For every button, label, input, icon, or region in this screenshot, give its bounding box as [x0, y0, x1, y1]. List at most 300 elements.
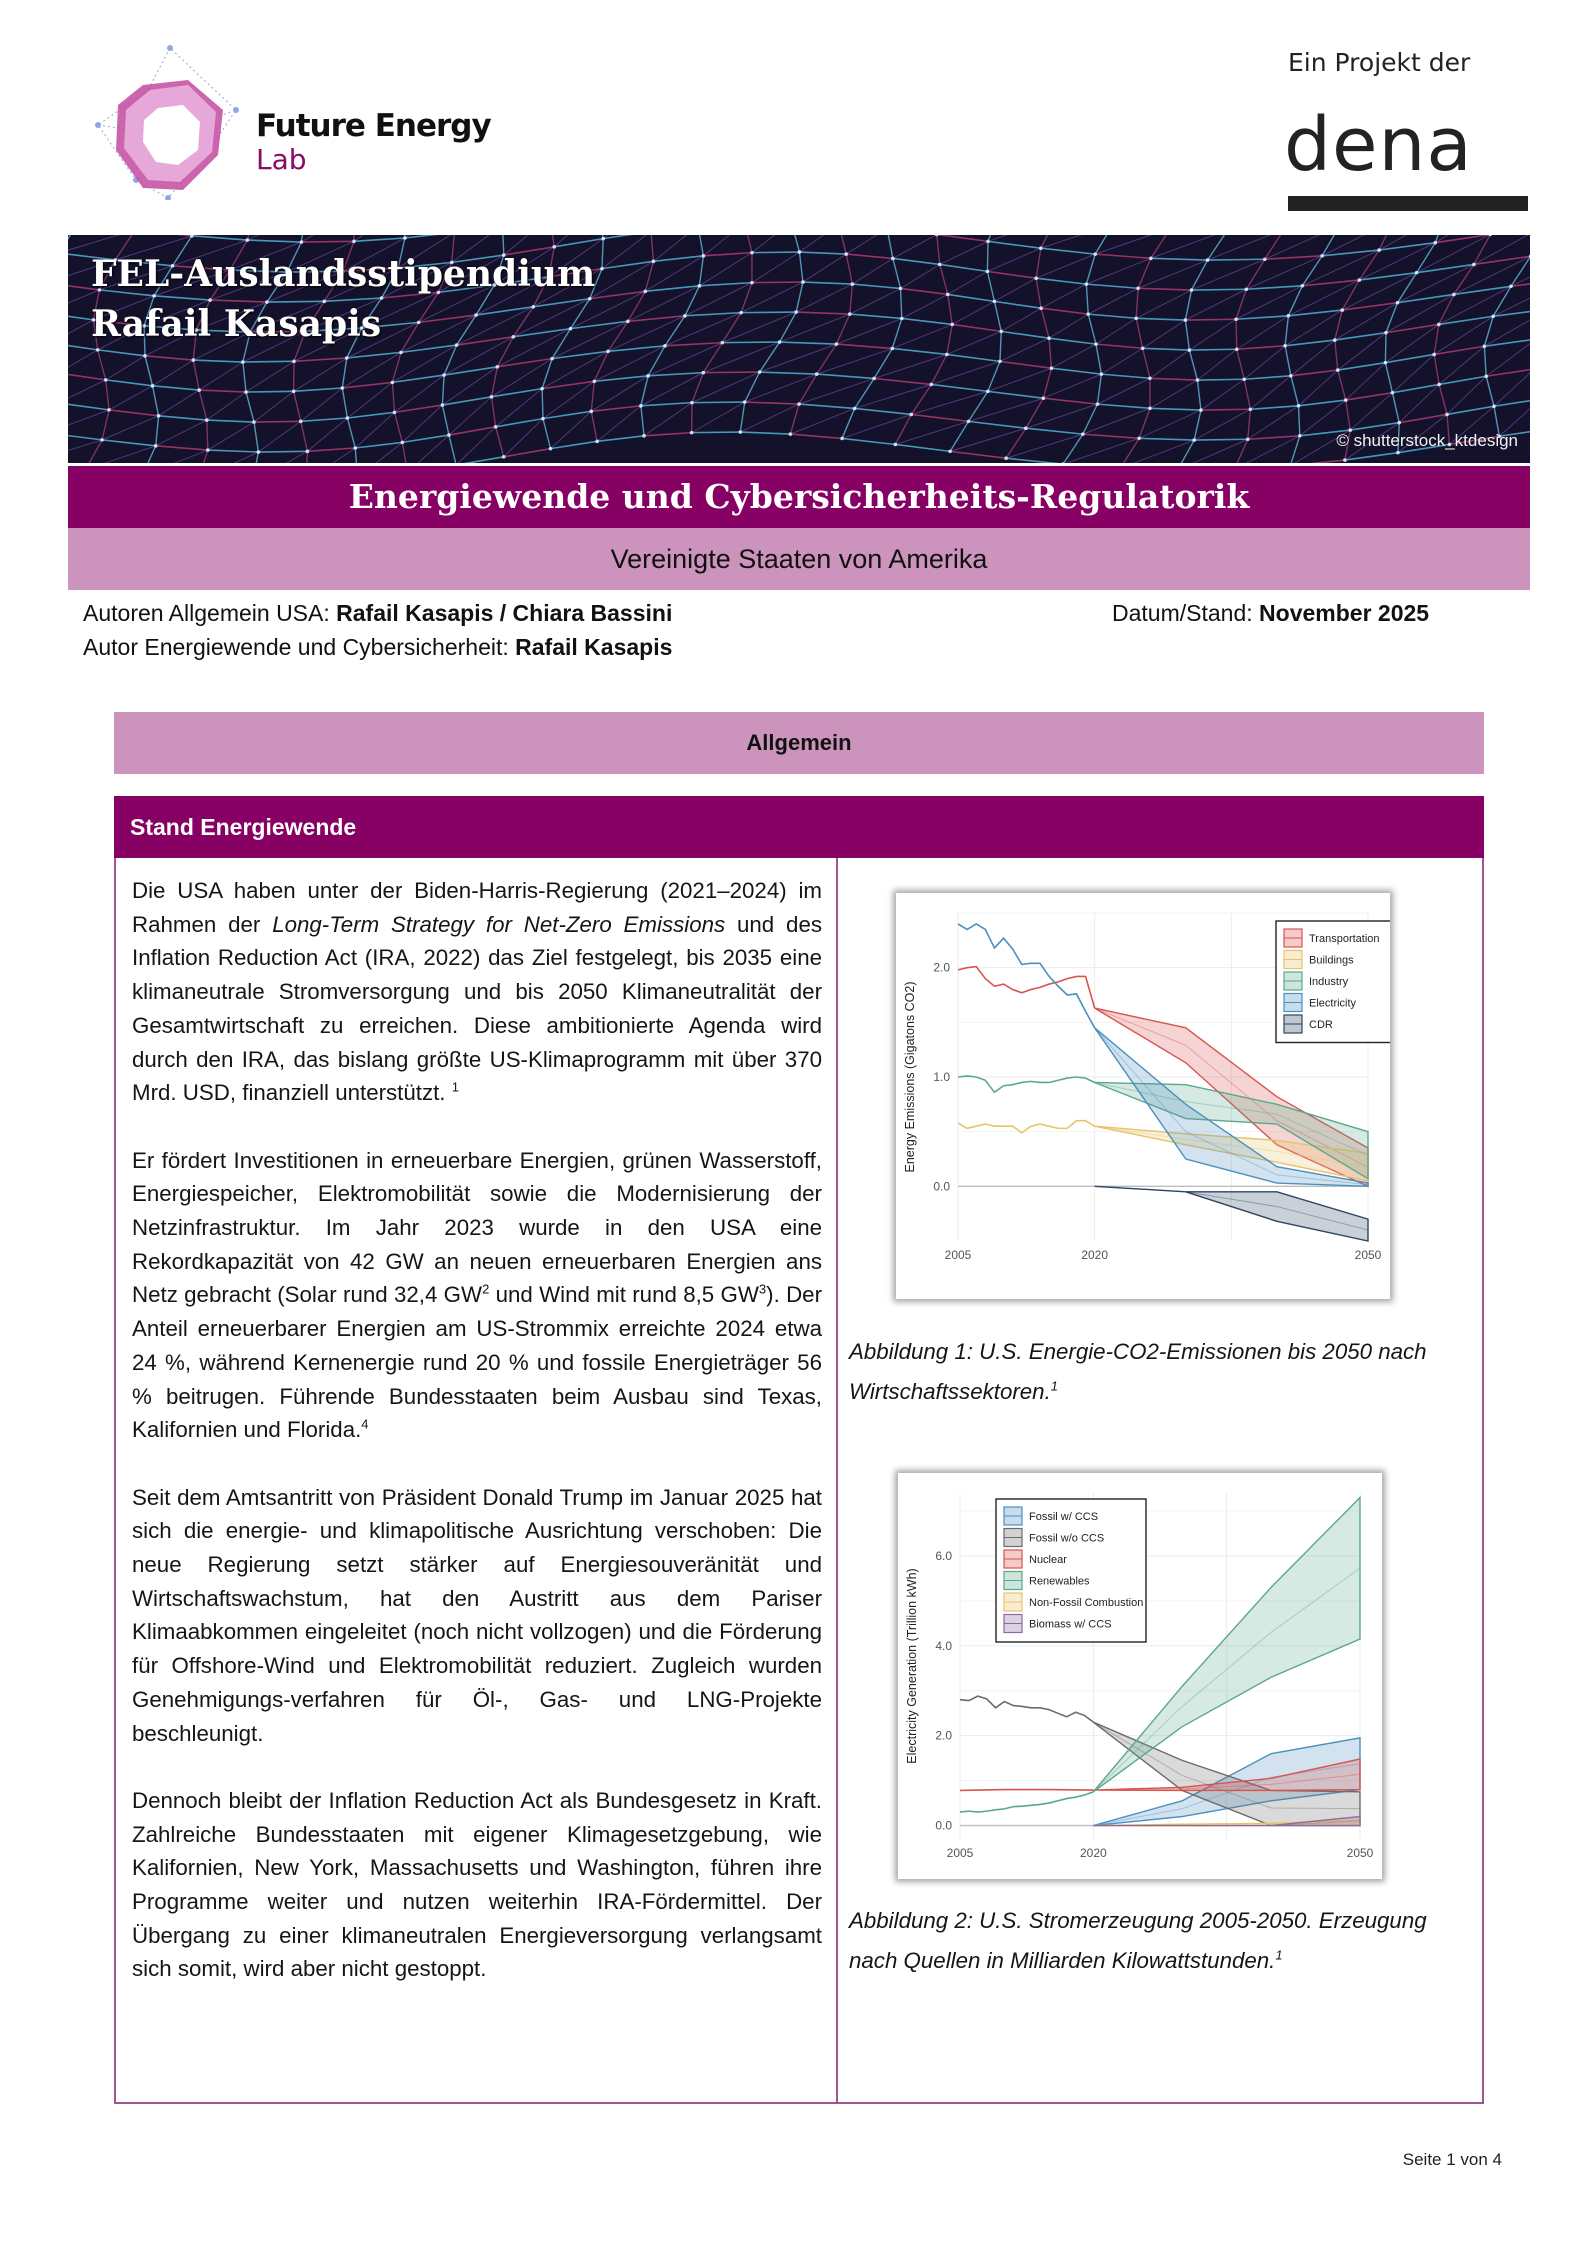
- mesh-node: [890, 347, 894, 351]
- mesh-node: [197, 388, 201, 392]
- mesh-node: [252, 420, 256, 424]
- mesh-line: [394, 412, 402, 442]
- mesh-node: [778, 340, 782, 344]
- mesh-node: [246, 238, 250, 242]
- footnote-ref[interactable]: 2: [482, 1282, 490, 1297]
- mesh-node: [600, 267, 604, 271]
- mesh-line: [402, 442, 407, 463]
- mesh-line: [1346, 400, 1350, 430]
- mesh-line: [947, 331, 1001, 354]
- mesh-node: [1415, 271, 1419, 275]
- mesh-line: [644, 403, 692, 436]
- y-axis-label: Energy Emissions (Gigatons CO2): [903, 981, 917, 1173]
- mesh-line: [1248, 406, 1299, 439]
- mesh-line: [1095, 254, 1151, 258]
- mesh-node: [894, 443, 898, 447]
- mesh-line: [1494, 399, 1530, 406]
- mesh-node: [946, 293, 950, 297]
- mesh-node: [1149, 256, 1153, 260]
- mesh-line: [940, 241, 988, 264]
- logo-text-line2: Lab: [256, 143, 307, 176]
- mesh-node: [1039, 246, 1043, 250]
- mesh-line: [901, 288, 948, 294]
- mesh-node: [595, 440, 599, 444]
- mesh-line: [591, 381, 594, 411]
- mesh-line: [1246, 286, 1302, 289]
- mesh-node: [1492, 404, 1496, 408]
- mesh-line: [597, 406, 641, 442]
- mesh-line: [987, 271, 1036, 278]
- mesh-line: [852, 258, 892, 284]
- mesh-line: [597, 436, 644, 442]
- mesh-line: [324, 298, 381, 301]
- legend: [1276, 921, 1390, 1043]
- mesh-line: [543, 419, 551, 449]
- mesh-node: [299, 420, 303, 424]
- mesh-line: [145, 356, 193, 360]
- mesh-line: [641, 373, 703, 406]
- p2-text-a: Er fördert Investitionen in erneuerbare Energien, grünen Wasserstoff, Energiespeicher, Elektromobilität sowie die Modernisierung der Netzinfrastruktur. Im Jahr 2023 wurde in den USA eine Rekordkapazität von 42 GW an neuen erneuerbaren Energien ans Netz gebracht (Solar rund 32,4 GW: [132, 1147, 822, 1308]
- mesh-line: [142, 450, 208, 463]
- mesh-line: [354, 238, 405, 241]
- mesh-line: [68, 313, 94, 320]
- mesh-node: [550, 357, 554, 361]
- p1-text-b: und des Inflation Reduction Act (IRA, 2022) das Ziel festgelegt, bis 2035 eine klimaneutrale Stromversorgung und bis 2050 Klimaneutralität der Gesamtwirtschaft zu erreichen. Diese ambitionierte Agenda wird durch den IRA, das bislang größte US-Klimaprogramm mit über 370 Mrd. USD, finanziell unterstützt.: [132, 911, 822, 1106]
- mesh-line: [253, 451, 308, 463]
- mesh-node: [1432, 353, 1436, 357]
- footnote-ref[interactable]: 1: [1050, 1378, 1059, 1394]
- mesh-node: [1024, 426, 1028, 430]
- date-label: Datum/Stand:: [1112, 600, 1260, 626]
- legend: [996, 1499, 1146, 1642]
- mesh-node: [306, 450, 310, 454]
- mesh-line: [1143, 348, 1150, 378]
- mesh-line: [392, 382, 394, 412]
- mesh-node: [1484, 374, 1488, 378]
- mesh-line: [1143, 348, 1190, 350]
- history-line: [958, 1121, 1095, 1133]
- mesh-line: [1265, 235, 1284, 259]
- mesh-line: [752, 252, 799, 253]
- mesh-line: [948, 294, 995, 301]
- mesh-node: [241, 360, 245, 364]
- mesh-line: [153, 386, 200, 390]
- mesh-node: [1148, 376, 1152, 380]
- mesh-line: [1291, 370, 1338, 376]
- mesh-line: [1150, 380, 1197, 408]
- mesh-line: [796, 284, 852, 312]
- mesh-node: [588, 297, 592, 301]
- mesh-node: [1100, 372, 1104, 376]
- mesh-line: [355, 412, 394, 448]
- mesh-line: [893, 235, 937, 258]
- header-banner: [68, 235, 1530, 463]
- mesh-node: [1396, 451, 1400, 455]
- mesh-line: [294, 388, 343, 391]
- mesh-line: [641, 376, 648, 406]
- text-column: [132, 874, 822, 2020]
- mesh-line: [1136, 318, 1142, 348]
- mesh-line: [496, 427, 504, 457]
- mesh-line: [1041, 284, 1086, 308]
- mesh-line: [492, 397, 496, 427]
- mesh-node: [702, 254, 706, 258]
- mesh-line: [68, 440, 102, 463]
- mesh-line: [1299, 400, 1346, 406]
- mesh-node: [346, 416, 350, 420]
- mesh-node: [646, 374, 650, 378]
- mesh-node: [1472, 263, 1476, 267]
- mesh-line: [987, 241, 988, 271]
- mesh-line: [1322, 250, 1379, 256]
- mesh-line: [254, 422, 258, 452]
- mesh-node: [1134, 316, 1138, 320]
- mesh-line: [1345, 453, 1398, 460]
- mesh-node: [739, 430, 743, 434]
- mesh-line: [902, 294, 948, 318]
- mesh-line: [940, 264, 988, 271]
- emissions-chart-svg: [896, 893, 1390, 1299]
- mesh-line: [1185, 290, 1191, 320]
- mesh-line: [102, 440, 156, 446]
- mesh-line: [901, 288, 902, 318]
- mesh-node: [490, 395, 494, 399]
- history-line: [960, 1696, 1093, 1722]
- mesh-node: [891, 257, 895, 261]
- legend-label: CDR: [1309, 1019, 1333, 1031]
- mesh-line: [154, 296, 210, 300]
- mesh-line: [68, 433, 102, 440]
- mesh-line: [850, 288, 901, 314]
- x-tick-label: 2050: [1354, 1248, 1382, 1262]
- mesh-line: [799, 252, 846, 254]
- mesh-line: [246, 392, 254, 422]
- mesh-line: [665, 343, 722, 346]
- mesh-line: [817, 374, 874, 378]
- footnote-ref[interactable]: 1: [451, 1079, 459, 1095]
- mesh-node: [401, 441, 405, 445]
- mesh-node: [1287, 314, 1291, 318]
- mesh-node: [1050, 366, 1054, 370]
- mesh-line: [85, 446, 155, 463]
- mesh-node: [1096, 402, 1100, 406]
- mesh-node: [208, 298, 212, 302]
- mesh-line: [193, 360, 243, 362]
- mesh-line: [1041, 308, 1049, 338]
- mesh-line: [1493, 309, 1530, 316]
- mesh-line: [68, 410, 109, 433]
- legend-label: Electricity: [1309, 997, 1357, 1010]
- mesh-line: [1097, 404, 1150, 408]
- footnote-ref[interactable]: 1: [1275, 1947, 1283, 1963]
- mesh-node: [797, 402, 801, 406]
- mesh-node: [441, 403, 445, 407]
- mesh-line: [247, 240, 301, 242]
- mesh-line: [1189, 349, 1236, 350]
- mesh-line: [1191, 289, 1246, 290]
- mesh-line: [1088, 314, 1096, 344]
- dena-underline: [1288, 196, 1528, 211]
- mesh-line: [199, 390, 207, 420]
- mesh-line: [1043, 398, 1097, 404]
- legend-label: Non-Fossil Combustion: [1029, 1597, 1144, 1609]
- mesh-line: [799, 252, 803, 282]
- mesh-line: [106, 380, 109, 410]
- mesh-line: [208, 450, 259, 452]
- legend-label: Buildings: [1309, 954, 1354, 967]
- mesh-line: [106, 356, 145, 380]
- mesh-node: [540, 387, 544, 391]
- mesh-line: [780, 312, 797, 342]
- mesh-line: [68, 235, 78, 253]
- future-energy-lab-logo: [88, 40, 508, 200]
- mesh-node: [399, 351, 403, 355]
- mesh-line: [740, 402, 744, 432]
- mesh-node: [1391, 391, 1395, 395]
- mesh-line: [98, 350, 106, 380]
- section-header: Stand Energiewende: [114, 796, 1484, 858]
- mesh-line: [1101, 348, 1142, 374]
- mesh-node: [206, 448, 210, 452]
- banner-title-line2: Rafail Kasapis: [91, 303, 382, 345]
- fel-hexagon-icon: [88, 40, 248, 200]
- mesh-node: [257, 450, 261, 454]
- mesh-line: [301, 421, 308, 451]
- mesh-line: [874, 378, 931, 384]
- mesh-node: [601, 237, 605, 241]
- mesh-line: [703, 253, 752, 256]
- mesh-node: [496, 365, 500, 369]
- mesh-node: [494, 425, 498, 429]
- mesh-line: [855, 408, 912, 414]
- mesh-node: [690, 431, 694, 435]
- mesh-line: [347, 418, 355, 448]
- mesh-line: [68, 320, 94, 343]
- mesh-node: [154, 444, 158, 448]
- mesh-node: [1148, 406, 1152, 410]
- history-line: [958, 924, 1095, 1028]
- mesh-node: [929, 383, 933, 387]
- mesh-line: [342, 358, 346, 388]
- mesh-node: [1298, 434, 1302, 438]
- mesh-line: [1484, 346, 1486, 376]
- mesh-line: [1194, 409, 1250, 440]
- mesh-node: [794, 310, 798, 314]
- mesh-node: [1396, 301, 1400, 305]
- x-tick-label: 2020: [1079, 1846, 1107, 1860]
- mesh-line: [1338, 370, 1346, 400]
- mesh-line: [159, 390, 200, 416]
- mesh-line: [692, 402, 745, 433]
- paragraph-3: Seit dem Amtsantritt von Präsident Donald Trump im Januar 2025 hat sich die energie- und klimapolitische Ausrichtung verschoben: Die neue Regierung setzt stärker auf Energiesouveränität und Wirtschaftswachstum, hat den Austritt aus dem Pariser Klimaabkommen eingeleitet (noch nicht vollzogen) und die Förderung für Offshore-Wind und Elektromobilität reduziert. Zugleich wurden Genehmigungs-verfahren für Öl-, Gas- und LNG-Projekte beschleunigt.: [132, 1484, 822, 1746]
- mesh-line: [692, 402, 745, 403]
- mesh-line: [1150, 408, 1201, 410]
- mesh-line: [68, 350, 98, 373]
- mesh-line: [1136, 318, 1185, 320]
- mesh-line: [68, 380, 106, 403]
- mesh-line: [1434, 354, 1439, 384]
- mesh-line: [1237, 316, 1289, 349]
- p1-italic-strategy: Long-Term Strategy for Net-Zero Emissions: [272, 911, 726, 937]
- mesh-line: [1063, 438, 1139, 463]
- p2-text-b: und Wind mit rund 8,5 GW: [489, 1282, 759, 1308]
- mesh-line: [790, 404, 799, 434]
- mesh-node: [1320, 254, 1324, 258]
- mesh-node: [1137, 436, 1141, 440]
- mesh-line: [102, 410, 109, 440]
- mesh-node: [1094, 342, 1098, 346]
- mesh-line: [1392, 393, 1399, 423]
- authors-label: Autoren Allgemein USA:: [83, 600, 337, 626]
- y-tick-label: 0.0: [935, 1818, 952, 1833]
- mesh-line: [893, 258, 901, 288]
- mesh-node: [1483, 344, 1487, 348]
- mesh-line: [207, 420, 254, 422]
- mesh-line: [1248, 436, 1300, 439]
- footnote-ref[interactable]: 4: [361, 1416, 369, 1432]
- mesh-line: [1236, 316, 1288, 319]
- mesh-node: [702, 371, 706, 375]
- mesh-line: [355, 448, 357, 463]
- mesh-node: [798, 250, 802, 254]
- mesh-node: [403, 236, 407, 240]
- mesh-node: [1333, 338, 1337, 342]
- mesh-line: [1236, 319, 1237, 349]
- mesh-line: [1051, 368, 1101, 374]
- mesh-line: [1086, 284, 1138, 288]
- mesh-line: [1036, 278, 1086, 284]
- mesh-line: [156, 420, 207, 446]
- mesh-line: [571, 321, 628, 328]
- mesh-node: [1244, 287, 1248, 291]
- mesh-node: [1301, 284, 1305, 288]
- mesh-line: [1006, 458, 1063, 463]
- mesh-line: [1026, 404, 1098, 428]
- mesh-line: [799, 378, 874, 404]
- mesh-line: [988, 241, 1041, 248]
- mesh-line: [442, 405, 449, 435]
- mesh-line: [937, 235, 988, 241]
- mesh-line: [1041, 248, 1095, 254]
- date-value: November 2025: [1259, 600, 1430, 626]
- mesh-line: [887, 235, 893, 258]
- mesh-line: [892, 318, 902, 348]
- mesh-line: [193, 360, 199, 390]
- mesh-line: [1197, 349, 1236, 380]
- mesh-node: [986, 390, 990, 394]
- mesh-line: [1244, 346, 1285, 379]
- footnote-ref[interactable]: 3: [758, 1282, 767, 1297]
- caption-1-text: Abbildung 1: U.S. Energie-CO2-Emissionen bis 2050 nach Wirtschaftssektoren.: [849, 1339, 1427, 1404]
- mesh-line: [703, 372, 759, 373]
- author2-line: [83, 634, 672, 661]
- mesh-line: [1086, 254, 1095, 284]
- mesh-line: [1237, 346, 1285, 349]
- caption-2-text: Abbildung 2: U.S. Stromerzeugung 2005-2050. Erzeugung nach Quellen in Milliarden Kilowattstunden.: [849, 1908, 1427, 1973]
- mesh-node: [663, 344, 667, 348]
- mesh-line: [1049, 338, 1051, 368]
- mesh-line: [760, 372, 817, 374]
- mesh-line: [301, 241, 354, 242]
- mesh-node: [352, 240, 356, 244]
- mesh-line: [799, 404, 855, 408]
- mesh-line: [1299, 406, 1300, 436]
- history-line: [960, 1790, 1093, 1791]
- y-axis-label: Electricity Generation (Trillion kWh): [905, 1568, 919, 1764]
- mesh-line: [752, 252, 799, 283]
- mesh-node: [1047, 336, 1051, 340]
- mesh-line: [752, 282, 803, 283]
- mesh-line: [740, 432, 790, 434]
- mesh-line: [1049, 314, 1088, 338]
- mesh-node: [698, 284, 702, 288]
- mesh-node: [750, 251, 754, 255]
- mesh-line: [901, 264, 940, 288]
- mesh-line: [722, 312, 796, 343]
- mesh-line: [258, 451, 307, 452]
- mesh-line: [1201, 379, 1244, 410]
- mesh-node: [851, 282, 855, 286]
- mesh-line: [207, 392, 246, 420]
- logo-text-line1: Future Energy: [256, 108, 491, 144]
- paragraph-2: [132, 1144, 822, 1447]
- mesh-node: [1235, 347, 1239, 351]
- mesh-line: [1096, 344, 1143, 348]
- mesh-node: [569, 327, 573, 331]
- mesh-node: [292, 360, 296, 364]
- mesh-line: [1237, 349, 1244, 379]
- report-country: Vereinigte Staaten von Amerika: [68, 528, 1530, 590]
- mesh-line: [1185, 319, 1236, 320]
- figure-emissions-chart: [896, 893, 1390, 1299]
- mesh-line: [1006, 434, 1083, 458]
- mesh-node: [1491, 314, 1495, 318]
- mesh-line: [1248, 409, 1251, 439]
- mesh-line: [1335, 303, 1398, 340]
- mesh-line: [988, 361, 1000, 391]
- mesh-node: [1086, 312, 1090, 316]
- mesh-line: [1150, 350, 1189, 378]
- mesh-node: [345, 356, 349, 360]
- mesh-node: [1192, 438, 1196, 442]
- mesh-node: [739, 311, 743, 315]
- mesh-node: [945, 353, 949, 357]
- mesh-line: [210, 300, 267, 302]
- mesh-line: [836, 344, 892, 348]
- mesh-line: [902, 318, 952, 324]
- mesh-node: [143, 354, 147, 358]
- mesh-line: [803, 254, 846, 282]
- mesh-line: [1043, 368, 1051, 398]
- mesh-node: [455, 343, 459, 347]
- y-tick-label: 0.0: [933, 1179, 950, 1194]
- mesh-line: [109, 410, 159, 416]
- mesh-node: [993, 300, 997, 304]
- mesh-line: [1385, 363, 1392, 393]
- mesh-line: [1234, 439, 1247, 463]
- legend-label: Biomass w/ CCS: [1029, 1618, 1112, 1631]
- mesh-node: [1340, 308, 1344, 312]
- mesh-line: [1041, 235, 1056, 248]
- mesh-node: [1136, 286, 1140, 290]
- mesh-node: [1184, 318, 1188, 322]
- mesh-line: [1041, 308, 1088, 314]
- mesh-node: [683, 314, 687, 318]
- section-band-allgemein: Allgemein: [114, 712, 1484, 774]
- mesh-line: [994, 301, 1001, 331]
- mesh-line: [602, 239, 603, 269]
- mesh-line: [542, 389, 543, 419]
